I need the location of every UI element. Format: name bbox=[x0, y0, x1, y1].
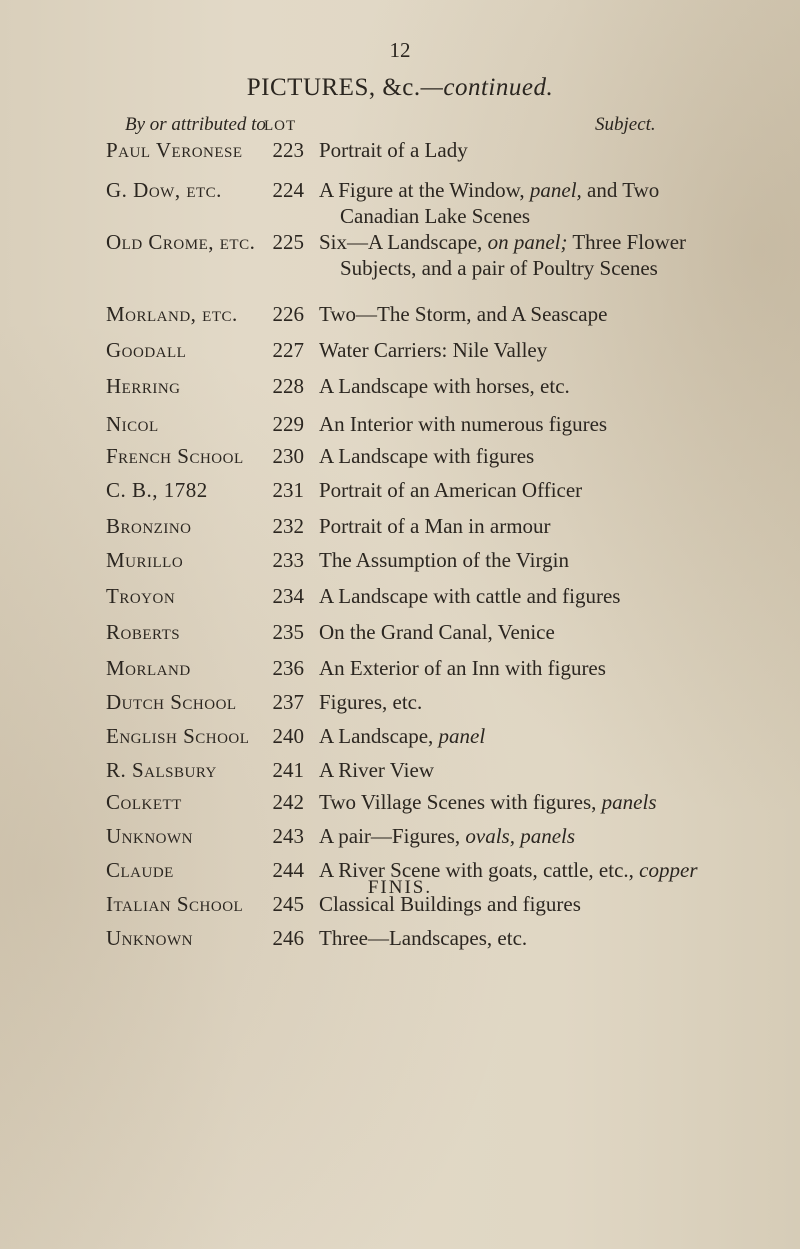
lot-row bbox=[0, 138, 800, 178]
lot-subject bbox=[319, 514, 789, 539]
lot-row bbox=[0, 302, 800, 342]
lot-subject-text: Portrait of a Man in armour bbox=[319, 514, 551, 538]
lot-artist: Bronzino bbox=[106, 514, 192, 538]
lot-subject bbox=[319, 548, 789, 573]
lot-subject-text: Three—Landscapes, etc. bbox=[319, 926, 528, 950]
lot-number: 230 bbox=[272, 444, 304, 468]
lot-number: 243 bbox=[272, 824, 304, 848]
lot-number: 224 bbox=[272, 178, 304, 202]
lot-subject-text: A River View bbox=[319, 758, 435, 782]
lot-artist: Dutch School bbox=[106, 690, 237, 714]
lot-number: 223 bbox=[272, 138, 304, 162]
lot-subject-text: A River Scene with goats, cattle, etc., bbox=[319, 858, 634, 882]
lot-row bbox=[0, 178, 800, 228]
lot-artist: Murillo bbox=[106, 548, 184, 572]
lot-row bbox=[0, 926, 800, 966]
lot-number: 236 bbox=[272, 656, 304, 680]
lot-artist: Unknown bbox=[106, 824, 193, 848]
lot-number: 244 bbox=[272, 858, 304, 882]
lot-artist: English School bbox=[106, 724, 250, 748]
lot-number: 226 bbox=[272, 302, 304, 326]
lot-row bbox=[0, 548, 800, 588]
lot-subject bbox=[319, 444, 789, 469]
lot-subject-text: A Figure at the Window, bbox=[319, 178, 525, 202]
lot-artist: Herring bbox=[106, 374, 181, 398]
lot-subject-text: Water Carriers: Nile Valley bbox=[319, 338, 548, 362]
lot-subject bbox=[319, 138, 789, 163]
heading-continued: —continued. bbox=[420, 74, 554, 101]
lot-subject-medium: panel, bbox=[529, 178, 582, 202]
lot-row bbox=[0, 230, 800, 280]
lot-number: 229 bbox=[272, 412, 304, 436]
lot-subject bbox=[319, 656, 789, 681]
lot-subject bbox=[319, 178, 789, 203]
lot-subject-text: Classical Buildings and figures bbox=[319, 892, 581, 916]
lot-artist: Goodall bbox=[106, 338, 187, 362]
lot-artist: Italian School bbox=[106, 892, 244, 916]
lot-number: 232 bbox=[272, 514, 304, 538]
lot-subject-medium: on panel; bbox=[487, 230, 568, 254]
lot-subject bbox=[319, 302, 789, 327]
lot-number: 245 bbox=[272, 892, 304, 916]
page-number: 12 bbox=[389, 38, 411, 62]
lot-row bbox=[0, 338, 800, 378]
lot-artist: G. Dow, etc. bbox=[106, 178, 222, 202]
lot-artist: Claude bbox=[106, 858, 174, 882]
lot-subject-medium: copper bbox=[639, 858, 698, 882]
lot-row bbox=[0, 478, 800, 518]
lot-subject-text: An Exterior of an Inn with figures bbox=[319, 656, 606, 680]
lot-subject-text: A Landscape, bbox=[319, 724, 434, 748]
lot-subject-text: Six—A Landscape, bbox=[319, 230, 483, 254]
lot-subject-text: Figures, etc. bbox=[319, 690, 423, 714]
lot-artist: Old Crome, etc. bbox=[106, 230, 256, 254]
lot-subject-medium: ovals, panels bbox=[465, 824, 576, 848]
lot-subject-continuation: and Two bbox=[587, 178, 660, 202]
lot-subject-text: A Landscape with figures bbox=[319, 444, 535, 468]
column-header-subject: Subject. bbox=[595, 114, 656, 135]
lot-artist: R. Salsbury bbox=[106, 758, 217, 782]
lot-subject-continuation: Three Flower bbox=[572, 230, 687, 254]
lot-artist: Unknown bbox=[106, 926, 193, 950]
lot-subject bbox=[319, 374, 789, 399]
lot-subject-medium: panels bbox=[601, 790, 657, 814]
lot-subject bbox=[319, 690, 789, 715]
lot-number: 227 bbox=[272, 338, 304, 362]
lot-subject bbox=[319, 230, 789, 255]
lot-subject bbox=[319, 478, 789, 503]
lot-subject-line2: Subjects, and a pair of Poultry Scenes bbox=[340, 256, 658, 280]
page-heading bbox=[0, 74, 800, 102]
lot-subject bbox=[319, 758, 789, 783]
lot-row bbox=[0, 620, 800, 660]
lot-artist: Morland bbox=[106, 656, 191, 680]
lot-subject bbox=[319, 724, 789, 749]
lot-row bbox=[0, 374, 800, 414]
lot-row bbox=[0, 584, 800, 624]
lot-subject-text: Portrait of a Lady bbox=[319, 138, 468, 162]
lot-number: 240 bbox=[272, 724, 304, 748]
lot-subject-text: On the Grand Canal, Venice bbox=[319, 620, 555, 644]
lot-artist: Nicol bbox=[106, 412, 159, 436]
lot-number: 242 bbox=[272, 790, 304, 814]
lot-subject-text: Two—The Storm, and A Seascape bbox=[319, 302, 608, 326]
lot-number: 237 bbox=[272, 690, 304, 714]
lot-subject-line2: Canadian Lake Scenes bbox=[340, 204, 531, 228]
lot-subject bbox=[319, 790, 789, 815]
lot-subject-medium: panel bbox=[438, 724, 486, 748]
lot-artist: French School bbox=[106, 444, 244, 468]
lot-subject-text: A Landscape with cattle and figures bbox=[319, 584, 621, 608]
lot-number: 246 bbox=[272, 926, 304, 950]
lot-subject bbox=[319, 412, 789, 437]
lot-subject bbox=[319, 620, 789, 645]
lot-number: 228 bbox=[272, 374, 304, 398]
lot-artist: Roberts bbox=[106, 620, 181, 644]
lot-artist: Troyon bbox=[106, 584, 176, 608]
lot-number: 233 bbox=[272, 548, 304, 572]
lot-subject bbox=[319, 338, 789, 363]
lot-artist: Paul Veronese bbox=[106, 138, 243, 162]
lot-subject-text: An Interior with numerous figures bbox=[319, 412, 608, 436]
finis: FINIS. bbox=[367, 877, 433, 898]
lot-number: 241 bbox=[272, 758, 304, 782]
lot-subject bbox=[319, 584, 789, 609]
lot-subject bbox=[319, 926, 789, 951]
lot-artist: Morland, etc. bbox=[106, 302, 238, 326]
lot-artist: Colkett bbox=[106, 790, 182, 814]
lot-subject bbox=[319, 824, 789, 849]
heading-main: PICTURES, &c. bbox=[246, 74, 421, 101]
lot-artist: C. B., 1782 bbox=[106, 478, 208, 502]
lot-subject-text: A Landscape with horses, etc. bbox=[319, 374, 570, 398]
lot-subject-text: Two Village Scenes with figures, bbox=[319, 790, 597, 814]
column-header-attribution: By or attributed to bbox=[125, 114, 266, 135]
lot-subject-text: A pair—Figures, bbox=[319, 824, 461, 848]
lot-number: 225 bbox=[272, 230, 304, 254]
lot-subject-text: The Assumption of the Virgin bbox=[319, 548, 569, 572]
lot-number: 234 bbox=[272, 584, 304, 608]
lot-number: 235 bbox=[272, 620, 304, 644]
column-header-lot: LOT bbox=[264, 118, 297, 134]
lot-number: 231 bbox=[272, 478, 304, 502]
lot-subject-text: Portrait of an American Officer bbox=[319, 478, 583, 502]
